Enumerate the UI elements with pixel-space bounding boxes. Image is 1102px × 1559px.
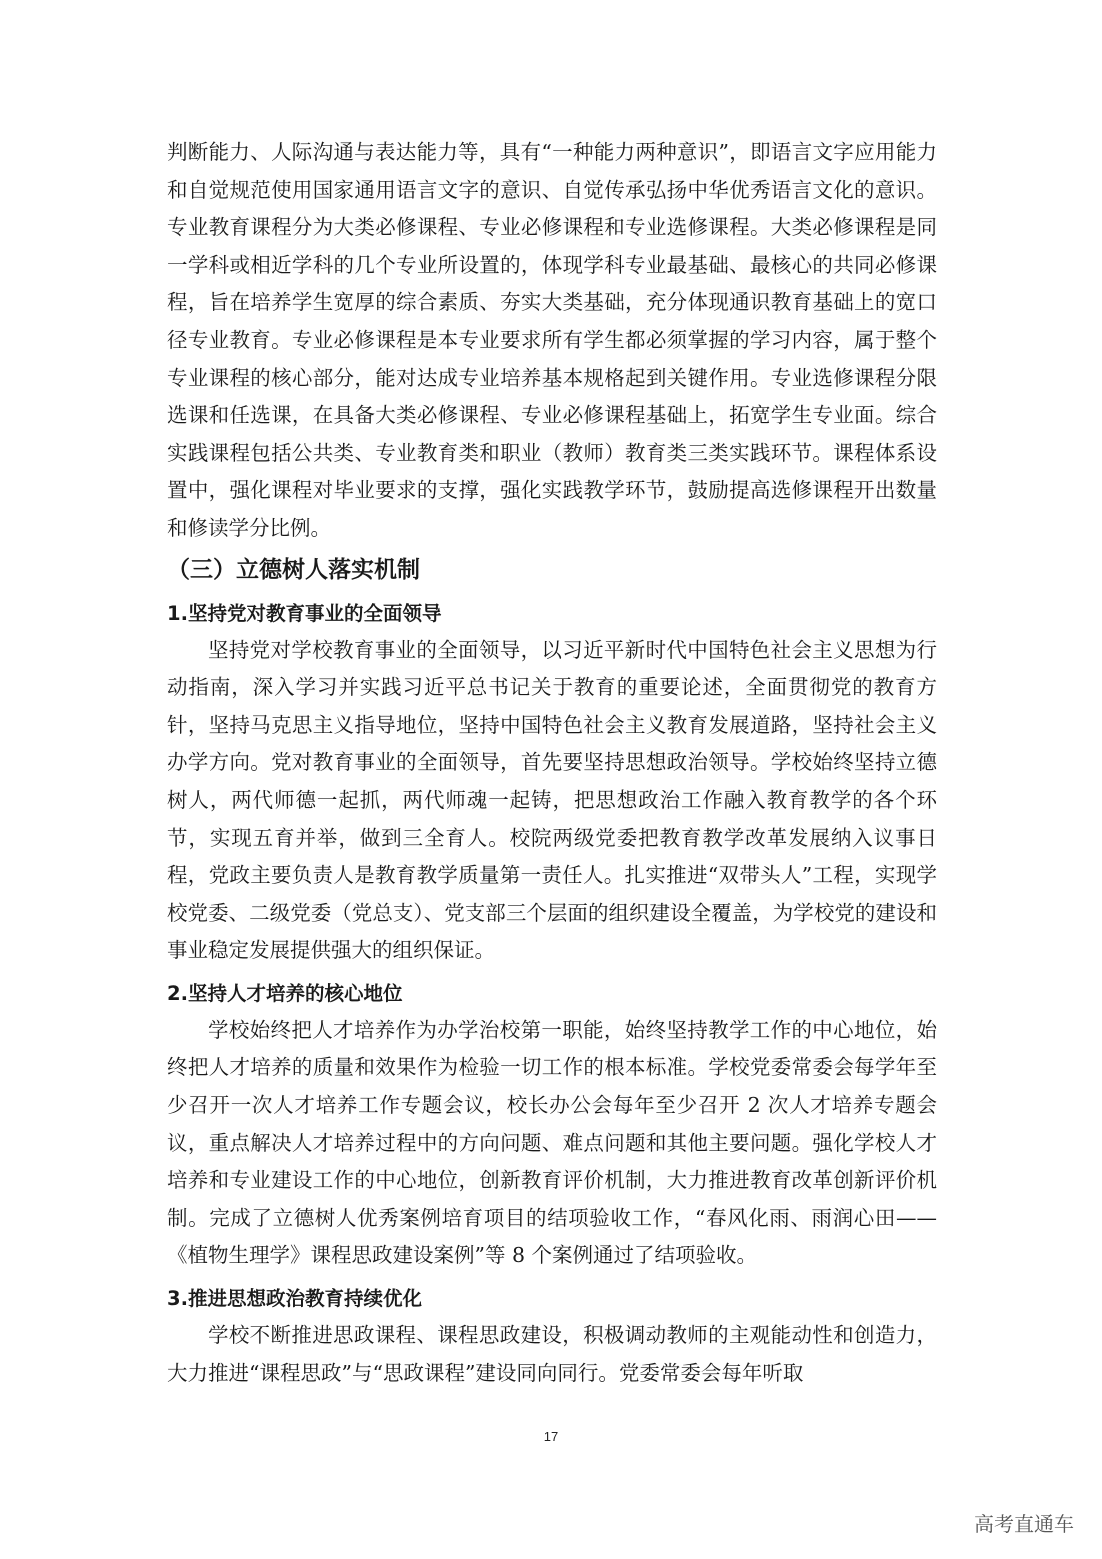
document-page (167, 134, 937, 1392)
intro-paragraph: 判断能力、人际沟通与表达能力等，具有“一种能力两种意识”，即语言文字应用能力和自觉规范使用国家通用语言文字的意识、自觉传承弘扬中华优秀语言文化的意识。专业教育课程分为大类必修课程、专业必修课程和专业选修课程。大类必修课程是同一学科或相近学科的几个专业所设置的，体现学科专业最基础、最核心的共同必修课程，旨在培养学生宽厚的综合素质、夯实大类基础，充分体现通识教育基础上的宽口径专业教育。专业必修课程是本专业要求所有学生都必须掌握的学习内容，属于整个专业课程的核心部分，能对达成专业培养基本规格起到关键作用。专业选修课程分限选课和任选课，在具备大类必修课程、专业必修课程基础上，拓宽学生专业面。综合实践课程包括公共类、专业教育类和职业（教师）教育类三类实践环节。课程体系设置中，强化课程对毕业要求的支撑，强化实践教学环节，鼓励提高选修课程开出数量和修读学分比例。 (167, 140, 937, 540)
subsection-3-title: 3.推进思想政治教育持续优化 (167, 1287, 422, 1311)
subsection-3-body: 学校不断推进思政课程、课程思政建设，积极调动教师的主观能动性和创造力，大力推进“课程思政”与“思政课程”建设同向同行。党委常委会每年听取 (167, 1323, 937, 1385)
subsection-2-title: 2.坚持人才培养的核心地位 (167, 981, 403, 1005)
section-title: （三）立德树人落实机制 (167, 556, 420, 583)
watermark-text: 高考直通车 (974, 1512, 1074, 1536)
subsection-1-title: 1.坚持党对教育事业的全面领导 (167, 601, 442, 625)
page-number: 17 (543, 1429, 559, 1444)
subsection-1-body: 坚持党对学校教育事业的全面领导，以习近平新时代中国特色社会主义思想为行动指南，深入学习并实践习近平总书记关于教育的重要论述，全面贯彻党的教育方针，坚持马克思主义指导地位，坚持中国特色社会主义教育发展道路，坚持社会主义办学方向。党对教育事业的全面领导，首先要坚持思想政治领导。学校始终坚持立德树人，两代师德一起抓，两代师魂一起铸，把思想政治工作融入教育教学的各个环节，实现五育并举，做到三全育人。校院两级党委把教育教学改革发展纳入议事日程，党政主要负责人是教育教学质量第一责任人。扎实推进“双带头人”工程，实现学校党委、二级党委（党总支）、党支部三个层面的组织建设全覆盖，为学校党的建设和事业稳定发展提供强大的组织保证。 (167, 637, 937, 963)
subsection-2-body: 学校始终把人才培养作为办学治校第一职能，始终坚持教学工作的中心地位，始终把人才培养的质量和效果作为检验一切工作的根本标准。学校党委常委会每学年至少召开一次人才培养工作专题会议，校长办公会每年至少召开 2 次人才培养专题会议，重点解决人才培养过程中的方向问题、难点问题和其他主要问题。强化学校人才培养和专业建设工作的中心地位，创新教育评价机制，大力推进教育改革创新评价机制。完成了立德树人优秀案例培育项目的结项验收工作，“春风化雨、雨润心田——《植物生理学》课程思政建设案例”等 8 个案例通过了结项验收。 (167, 1017, 937, 1268)
